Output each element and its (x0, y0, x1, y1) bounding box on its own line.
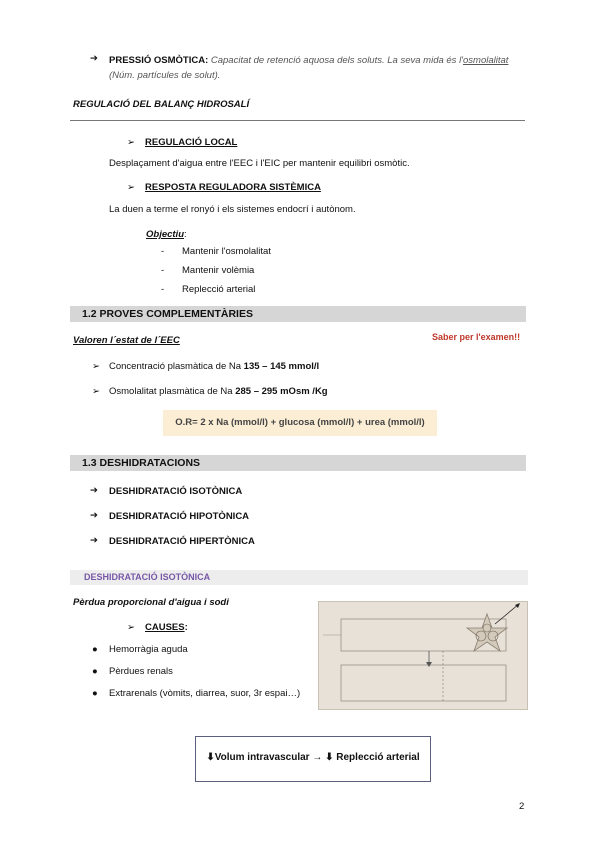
saber-note: Saber per l'examen!! (432, 332, 521, 342)
regulacio-local-text: Desplaçament d'aigua entre l'EEC i l'EIC per mantenir equilibri osmòtic. (109, 158, 410, 169)
na-osmolality-label: Osmolalitat plasmàtica de Na (109, 386, 236, 397)
subsection-title-isotonica: DESHIDRATACIÓ ISOTÒNICA (84, 572, 211, 582)
arrow-bullet-icon: ➔ (90, 510, 98, 521)
na-osmolality-value: 285 – 295 mOsm /Kg (235, 386, 328, 397)
triangle-bullet-icon: ➢ (92, 386, 100, 397)
subsection-band-isotonica (70, 570, 528, 585)
section-title-proves: 1.2 PROVES COMPLEMENTÀRIES (82, 308, 253, 320)
dash-bullet: - (161, 246, 165, 257)
arrow-bullet-icon: ➔ (90, 485, 98, 496)
fluid-compartment-diagram (318, 601, 528, 710)
bullet-dot-icon: ● (92, 644, 98, 655)
desh-item: DESHIDRATACIÓ HIPOTÒNICA (109, 511, 250, 522)
triangle-bullet-icon: ➢ (92, 361, 100, 372)
divider (70, 120, 525, 121)
dash-bullet: - (161, 284, 165, 295)
bullet-dot-icon: ● (92, 688, 98, 699)
objectiu-label (146, 229, 187, 240)
arrow-bullet-icon: ➔ (90, 535, 98, 546)
objectiu-item: Mantenir volèmia (182, 265, 255, 276)
cause-item: Hemorràgia aguda (109, 644, 188, 655)
arrow-bullet-icon: ➔ (90, 53, 98, 64)
triangle-bullet-icon: ➢ (127, 137, 135, 148)
pressio-paragraph (109, 53, 529, 83)
triangle-bullet-icon: ➢ (127, 622, 135, 633)
objectiu-colon: : (184, 229, 187, 240)
perdua-text: Pèrdua proporcional d'aigua i sodi (73, 597, 229, 608)
desh-item: DESHIDRATACIÓ ISOTÒNICA (109, 486, 243, 497)
triangle-bullet-icon: ➢ (127, 182, 135, 193)
section-band-proves (70, 306, 526, 322)
formula-box (163, 410, 437, 436)
na-concentration-label: Concentració plasmàtica de Na (109, 361, 244, 372)
result-box (195, 736, 431, 782)
dash-bullet: - (161, 265, 165, 276)
cause-item: Pèrdues renals (109, 666, 173, 677)
na-osmolality (109, 386, 328, 397)
section-band-deshidratacions (70, 455, 526, 471)
desh-item: DESHIDRATACIÓ HIPERTÒNICA (109, 536, 255, 547)
page-number: 2 (519, 801, 525, 812)
diagram-graphic (319, 602, 527, 709)
resposta-title: RESPOSTA REGULADORA SISTÈMICA (145, 182, 321, 193)
regulacio-heading: REGULACIÓ DEL BALANÇ HIDROSALÍ (73, 99, 250, 110)
na-concentration (109, 361, 319, 372)
regulacio-local-title: REGULACIÓ LOCAL (145, 137, 238, 148)
objectiu-label-text: Objectiu (146, 229, 185, 240)
pressio-desc-b: (Núm. partícules de solut). (109, 70, 221, 81)
valoren-heading: Valoren l´estat de l´EEC (73, 335, 180, 346)
cause-item: Extrarenals (vòmits, diarrea, suor, 3r espai…) (109, 688, 301, 699)
formula-text: O.R= 2 x Na (mmol/l) + glucosa (mmol/l) + urea (mmol/l) (175, 417, 425, 428)
section-title-deshidratacions: 1.3 DESHIDRATACIONS (82, 457, 201, 469)
causes-heading (145, 622, 188, 633)
pressio-desc-a: Capacitat de retenció aquosa dels soluts. La seva mida és l' (210, 55, 464, 66)
resposta-text: La duen a terme el ronyó i els sistemes endocrí i autònom. (109, 204, 356, 215)
bullet-dot-icon: ● (92, 666, 98, 677)
result-text: ⬇Volum intravascular → ⬇ Replecció arterial (206, 752, 420, 763)
pressio-title: PRESSIÓ OSMÒTICA: (109, 55, 209, 66)
objectiu-item: Replecció arterial (182, 284, 256, 295)
causes-title: CAUSES (145, 622, 185, 633)
pressio-link: osmolalitat (463, 55, 509, 66)
objectiu-item: Mantenir l'osmolalitat (182, 246, 271, 257)
na-concentration-value: 135 – 145 mmol/l (243, 361, 320, 372)
causes-colon: : (184, 622, 188, 633)
